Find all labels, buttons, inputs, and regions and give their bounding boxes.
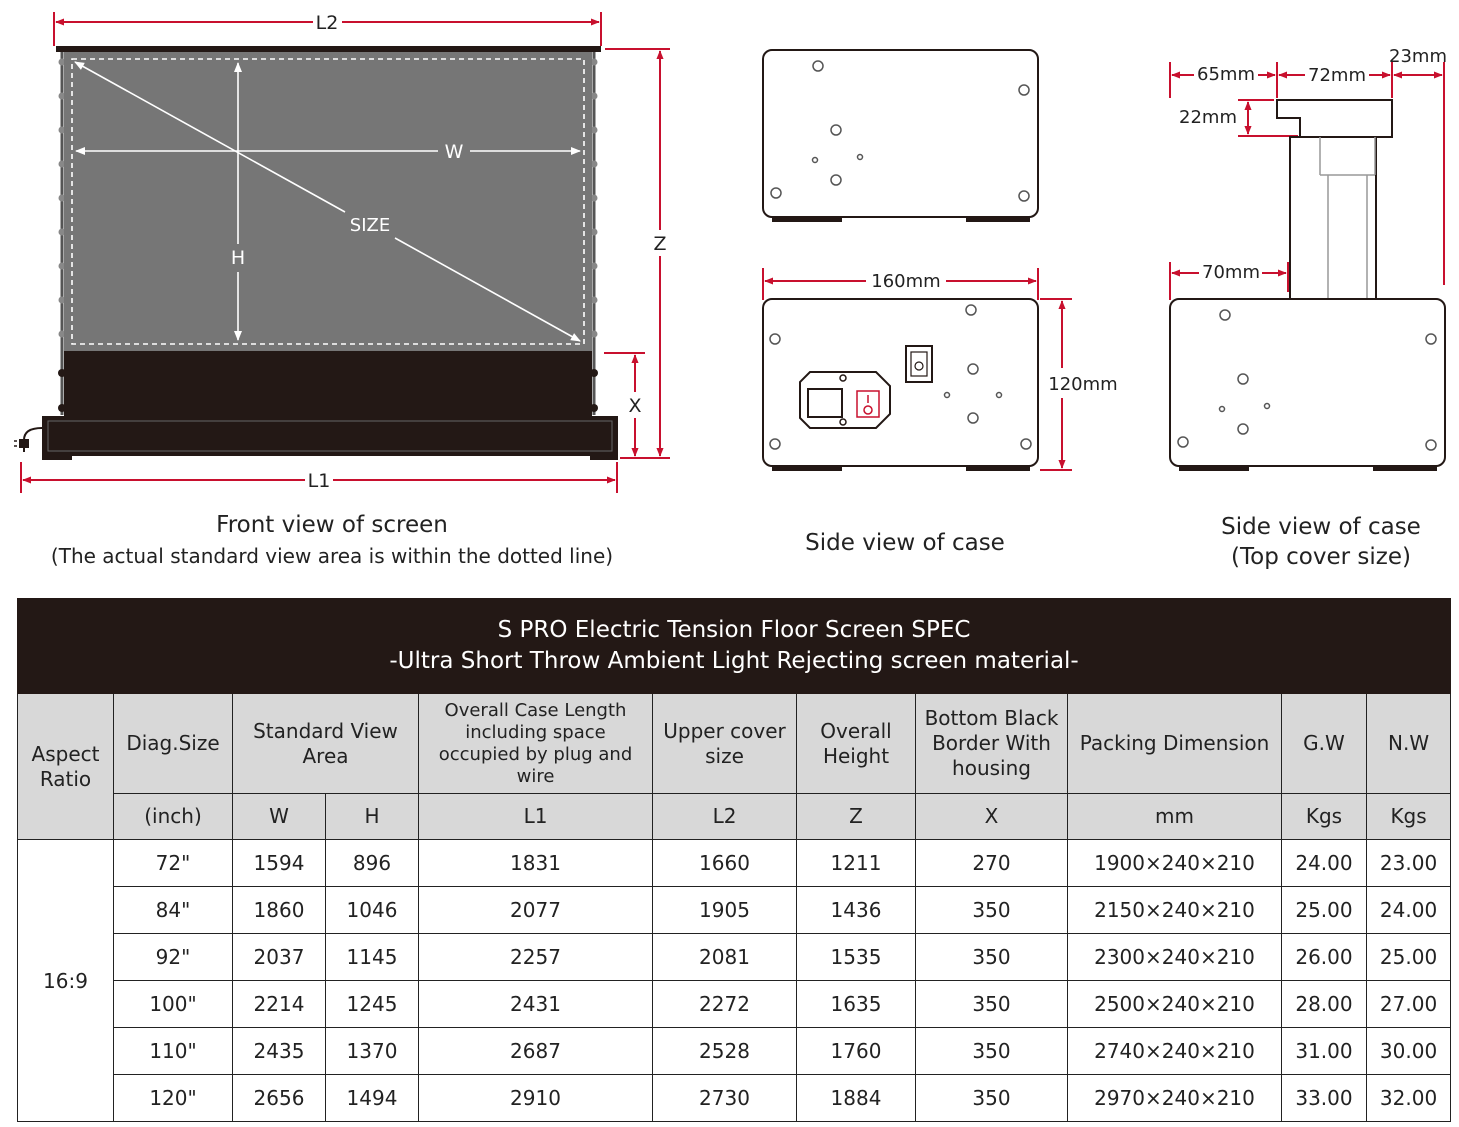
header-nw: N.W bbox=[1367, 694, 1451, 794]
cell-z: 1760 bbox=[797, 1028, 916, 1075]
top-cover-caption: Side view of case bbox=[1221, 514, 1421, 540]
table-row bbox=[18, 840, 1451, 887]
side-height-label: 120mm bbox=[1048, 374, 1118, 395]
cell-packing: 2500×240×210 bbox=[1068, 981, 1282, 1028]
header-upper-cover-size: Upper cover size bbox=[653, 694, 797, 794]
aspect-ratio-value: 16:9 bbox=[18, 840, 114, 1122]
cell-l1: 1831 bbox=[419, 840, 653, 887]
header-standard-view-area: Standard View Area bbox=[233, 694, 419, 794]
cell-nw: 27.00 bbox=[1367, 981, 1451, 1028]
front-view-subcaption: (The actual standard view area is within the dotted line) bbox=[50, 544, 614, 568]
table-subtitle: -Ultra Short Throw Ambient Light Rejecting screen material- bbox=[389, 648, 1079, 674]
cell-gw: 33.00 bbox=[1282, 1075, 1367, 1122]
table-row bbox=[18, 981, 1451, 1028]
dim-65-label: 65mm bbox=[1197, 64, 1255, 85]
header-packing-dimension: Packing Dimension bbox=[1068, 694, 1282, 794]
cell-w: 2435 bbox=[233, 1028, 326, 1075]
size-label: SIZE bbox=[349, 215, 391, 236]
cell-h: 1494 bbox=[326, 1075, 419, 1122]
cell-w: 1860 bbox=[233, 887, 326, 934]
cell-size: 72" bbox=[114, 840, 233, 887]
cell-packing: 1900×240×210 bbox=[1068, 840, 1282, 887]
spec-table-body bbox=[18, 840, 1451, 1122]
unit-x: X bbox=[916, 794, 1068, 840]
dim-22-label: 22mm bbox=[1179, 107, 1237, 128]
cell-l1: 2077 bbox=[419, 887, 653, 934]
cell-l2: 2081 bbox=[653, 934, 797, 981]
table-title: S PRO Electric Tension Floor Screen SPEC bbox=[497, 617, 971, 643]
cell-gw: 28.00 bbox=[1282, 981, 1367, 1028]
cell-l1: 2910 bbox=[419, 1075, 653, 1122]
cell-nw: 30.00 bbox=[1367, 1028, 1451, 1075]
cell-l2: 2528 bbox=[653, 1028, 797, 1075]
unit-diag: (inch) bbox=[114, 794, 233, 840]
cell-nw: 24.00 bbox=[1367, 887, 1451, 934]
cell-nw: 25.00 bbox=[1367, 934, 1451, 981]
cell-x: 350 bbox=[916, 981, 1068, 1028]
l2-label: L2 bbox=[315, 12, 339, 34]
w-label: W bbox=[444, 141, 464, 163]
z-label: Z bbox=[653, 233, 667, 255]
header-gw: G.W bbox=[1282, 694, 1367, 794]
cell-packing: 2740×240×210 bbox=[1068, 1028, 1282, 1075]
cell-size: 110" bbox=[114, 1028, 233, 1075]
cell-l1: 2257 bbox=[419, 934, 653, 981]
unit-l2: L2 bbox=[653, 794, 797, 840]
header-bottom-black-border: Bottom Black Border With housing bbox=[916, 694, 1068, 794]
screen-surface bbox=[64, 52, 592, 351]
cell-l2: 2272 bbox=[653, 981, 797, 1028]
cell-h: 1370 bbox=[326, 1028, 419, 1075]
cell-l1: 2431 bbox=[419, 981, 653, 1028]
cell-h: 896 bbox=[326, 840, 419, 887]
cell-l1: 2687 bbox=[419, 1028, 653, 1075]
cell-gw: 26.00 bbox=[1282, 934, 1367, 981]
cell-h: 1245 bbox=[326, 981, 419, 1028]
cell-w: 2656 bbox=[233, 1075, 326, 1122]
unit-nw: Kgs bbox=[1367, 794, 1451, 840]
unit-h: H bbox=[326, 794, 419, 840]
l1-label: L1 bbox=[307, 470, 331, 492]
cell-packing: 2970×240×210 bbox=[1068, 1075, 1282, 1122]
cell-packing: 2300×240×210 bbox=[1068, 934, 1282, 981]
unit-gw: Kgs bbox=[1282, 794, 1367, 840]
cell-packing: 2150×240×210 bbox=[1068, 887, 1282, 934]
dim-70-label: 70mm bbox=[1202, 262, 1260, 283]
screen-case bbox=[42, 416, 618, 456]
cell-w: 2214 bbox=[233, 981, 326, 1028]
side-view-drawing bbox=[763, 50, 1118, 471]
h-label: H bbox=[230, 247, 246, 269]
dim-72-label: 72mm bbox=[1308, 65, 1366, 86]
top-cover-drawing bbox=[1170, 46, 1447, 471]
cell-l2: 1660 bbox=[653, 840, 797, 887]
header-overall-height: Overall Height bbox=[797, 694, 916, 794]
side-width-label: 160mm bbox=[871, 271, 941, 292]
cell-nw: 23.00 bbox=[1367, 840, 1451, 887]
cell-size: 100" bbox=[114, 981, 233, 1028]
cell-h: 1145 bbox=[326, 934, 419, 981]
unit-z: Z bbox=[797, 794, 916, 840]
cell-gw: 25.00 bbox=[1282, 887, 1367, 934]
cell-z: 1535 bbox=[797, 934, 916, 981]
cell-gw: 31.00 bbox=[1282, 1028, 1367, 1075]
unit-l1: L1 bbox=[419, 794, 653, 840]
cell-w: 2037 bbox=[233, 934, 326, 981]
cell-gw: 24.00 bbox=[1282, 840, 1367, 887]
spec-table bbox=[17, 598, 1451, 1122]
cell-x: 350 bbox=[916, 887, 1068, 934]
front-view-drawing bbox=[14, 12, 670, 493]
cell-z: 1884 bbox=[797, 1075, 916, 1122]
dim-23-label: 23mm bbox=[1389, 46, 1447, 67]
table-row bbox=[18, 1075, 1451, 1122]
cell-h: 1046 bbox=[326, 887, 419, 934]
front-view-caption: Front view of screen bbox=[216, 512, 448, 538]
top-cover-subcaption: (Top cover size) bbox=[1231, 544, 1411, 570]
cell-x: 270 bbox=[916, 840, 1068, 887]
cell-nw: 32.00 bbox=[1367, 1075, 1451, 1122]
table-row bbox=[18, 887, 1451, 934]
unit-w: W bbox=[233, 794, 326, 840]
cell-z: 1436 bbox=[797, 887, 916, 934]
cell-size: 120" bbox=[114, 1075, 233, 1122]
black-border bbox=[64, 351, 592, 417]
cell-l2: 2730 bbox=[653, 1075, 797, 1122]
table-title-cell bbox=[18, 599, 1451, 694]
cell-l2: 1905 bbox=[653, 887, 797, 934]
cell-z: 1635 bbox=[797, 981, 916, 1028]
cell-size: 84" bbox=[114, 887, 233, 934]
unit-packing: mm bbox=[1068, 794, 1282, 840]
header-diag-size: Diag.Size bbox=[114, 694, 233, 794]
side-view-caption: Side view of case bbox=[805, 530, 1005, 556]
cell-x: 350 bbox=[916, 1075, 1068, 1122]
cell-z: 1211 bbox=[797, 840, 916, 887]
table-row bbox=[18, 1028, 1451, 1075]
header-aspect-ratio: Aspect Ratio bbox=[18, 694, 114, 840]
header-overall-case-length: Overall Case Length including space occupied by plug and wire bbox=[419, 694, 653, 794]
table-row bbox=[18, 934, 1451, 981]
cell-x: 350 bbox=[916, 934, 1068, 981]
cell-size: 92" bbox=[114, 934, 233, 981]
cell-x: 350 bbox=[916, 1028, 1068, 1075]
cell-w: 1594 bbox=[233, 840, 326, 887]
x-label: X bbox=[628, 395, 642, 417]
